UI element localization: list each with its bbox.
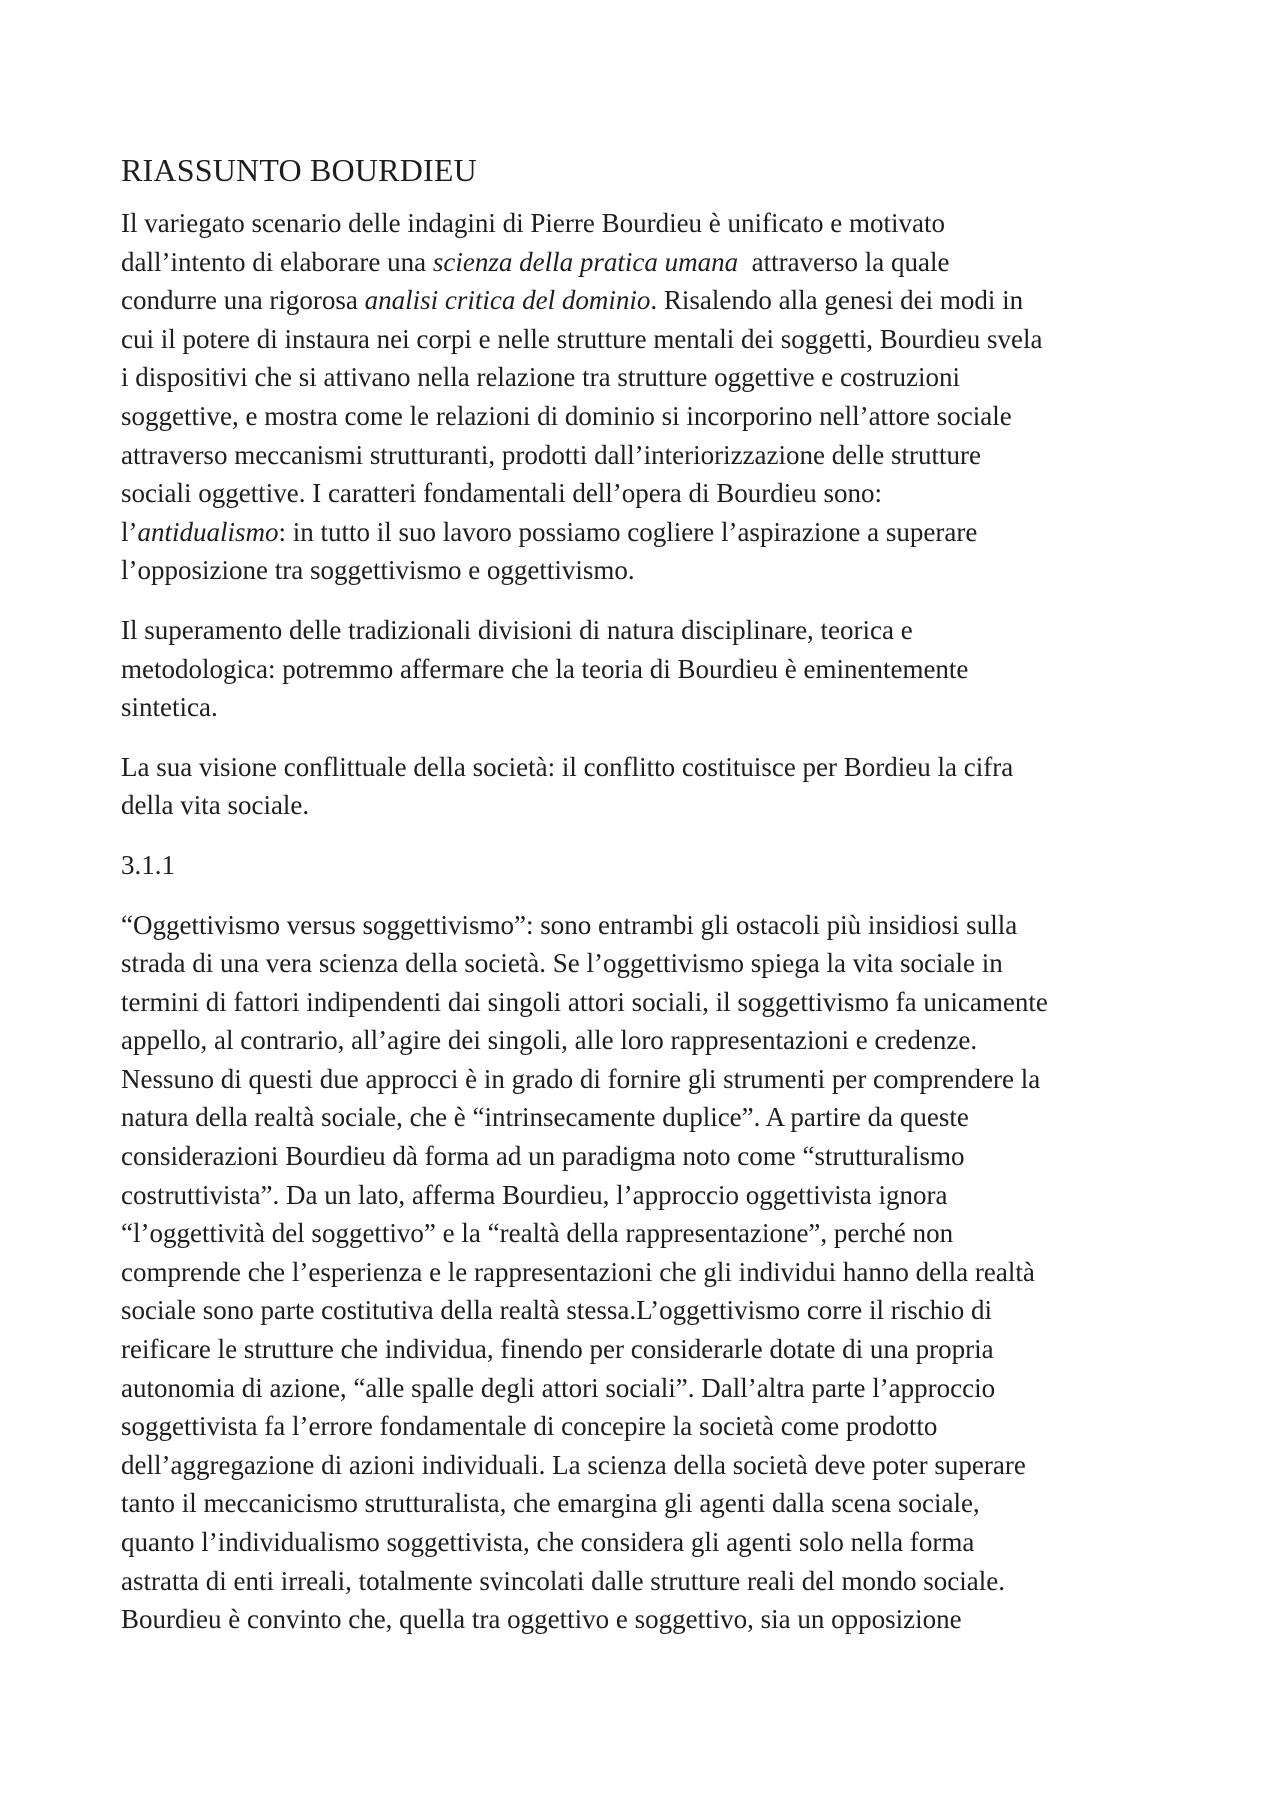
text-line: “l’oggettività del soggettivo” e la “realtà della rappresentazione”, perché non: [121, 1218, 954, 1249]
text-line: sociale sono parte costitutiva della realtà stessa.L’oggettivismo corre il rischio di: [121, 1295, 993, 1326]
text-line: cui il potere di instaura nei corpi e nelle strutture mentali dei soggetti, Bourdieu svela: [121, 323, 1043, 354]
paragraph-intro: [121, 204, 1161, 590]
text-line: l’opposizione tra soggettivismo e oggettivismo.: [121, 555, 635, 586]
emphasis-text: antidualismo: [137, 516, 279, 547]
text-line: termini di fattori indipendenti dai singoli attori sociali, il soggettivismo fa unicamente: [121, 986, 1048, 1017]
text-line: costruttivista”. Da un lato, afferma Bourdieu, l’approccio oggettivista ignora: [121, 1179, 948, 1210]
text-line: soggettivista fa l’errore fondamentale di concepire la società come prodotto: [121, 1411, 938, 1442]
emphasis-text: analisi critica del dominio: [364, 285, 651, 316]
text-line: dall’intento di elaborare una scienza della pratica umana attraverso la quale: [121, 246, 950, 277]
paragraph-objectivism: [121, 906, 1161, 1639]
paragraph-synthesis: [121, 611, 1161, 727]
text-line: i dispositivi che si attivano nella relazione tra strutture oggettive e costruzioni: [121, 362, 961, 393]
text-line: La sua visione conflittuale della società: il conflitto costituisce per Bordieu la cifra: [121, 751, 1014, 782]
text-line: reificare le strutture che individua, finendo per considerarle dotate di una propria: [121, 1334, 994, 1365]
text-line: quanto l’individualismo soggettivista, che considera gli agenti solo nella forma: [121, 1527, 975, 1557]
text-line: appello, al contrario, all’agire dei singoli, alle loro rappresentazioni e credenze.: [121, 1025, 978, 1056]
text-line: Il superamento delle tradizionali divisioni di natura disciplinare, teorica e: [121, 614, 913, 645]
text-line: attraverso meccanismi strutturanti, prodotti dall’interiorizzazione delle strutture: [121, 439, 981, 470]
document-body: [121, 148, 1161, 1660]
section-number: [121, 846, 1161, 885]
document-title: RIASSUNTO BOURDIEU: [121, 152, 477, 188]
text-line: natura della realtà sociale, che è “intrinsecamente duplice”. A partire da queste: [121, 1102, 969, 1133]
text-line: l’antidualismo: in tutto il suo lavoro possiamo cogliere l’aspirazione a superare: [121, 516, 978, 547]
text-line: Nessuno di questi due approcci è in grado di fornire gli strumenti per comprendere la: [121, 1063, 1041, 1094]
section-number-text: 3.1.1: [121, 849, 175, 880]
text-line: “Oggettivismo versus soggettivismo”: sono entrambi gli ostacoli più insidiosi sulla: [121, 909, 1018, 940]
text-line: tanto il meccanicismo strutturalista, che emargina gli agenti dalla scena sociale,: [121, 1488, 980, 1519]
text-line: astratta di enti irreali, totalmente svincolati dalle strutture reali del mondo sociale.: [121, 1565, 1005, 1596]
text-line: della vita sociale.: [121, 790, 310, 821]
text-line: autonomia di azione, “alle spalle degli attori sociali”. Dall’altra parte l’approccio: [121, 1372, 996, 1403]
text-line: strada di una vera scienza della società. Se l’oggettivismo spiega la vita sociale in: [121, 948, 1003, 979]
text-line: sintetica.: [121, 692, 218, 723]
text-line: sociali oggettive. I caratteri fondamentali dell’opera di Bourdieu sono:: [121, 478, 882, 509]
text-line: dell’aggregazione di azioni individuali. La scienza della società deve poter superare: [121, 1449, 1026, 1480]
text-line: Bourdieu è convinto che, quella tra oggettivo e soggettivo, sia un opposizione: [121, 1604, 962, 1635]
text-line: Il variegato scenario delle indagini di Pierre Bourdieu è unificato e motivato: [121, 208, 945, 238]
emphasis-text: scienza della pratica umana: [432, 246, 739, 277]
text-line: condurre una rigorosa analisi critica del dominio. Risalendo alla genesi dei modi in: [121, 285, 1024, 316]
paragraph-conflict: [121, 748, 1161, 825]
text-line: soggettive, e mostra come le relazioni di dominio si incorporino nell’attore sociale: [121, 400, 1012, 431]
text-line: metodologica: potremmo affermare che la teoria di Bourdieu è eminentemente: [121, 653, 969, 684]
text-line: considerazioni Bourdieu dà forma ad un paradigma noto come “strutturalismo: [121, 1141, 965, 1172]
text-line: comprende che l’esperienza e le rappresentazioni che gli individui hanno della realtà: [121, 1256, 1035, 1287]
